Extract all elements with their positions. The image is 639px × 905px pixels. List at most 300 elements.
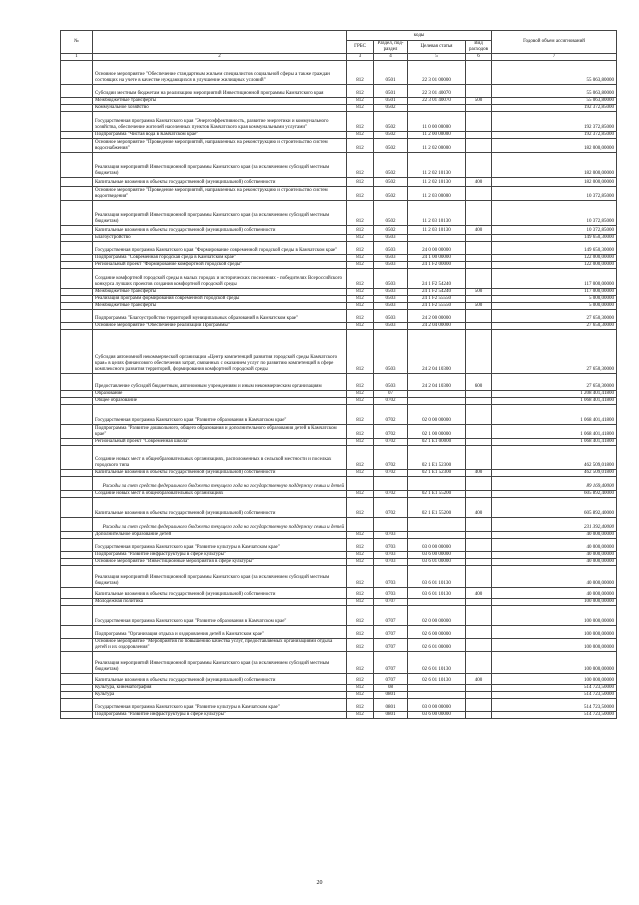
row-name-cell: Капитальные вложения в объекты государственной (муниципальной) собственности [93,674,347,685]
row-num-cell [61,374,93,391]
row-vr-cell [466,652,492,674]
table-row [61,112,617,132]
row-num-cell [61,626,93,639]
row-cs-cell [408,692,466,699]
row-num-cell [61,262,93,269]
row-cs-cell: 24 1 F2 55550 [408,303,466,310]
row-cs-cell [408,391,466,398]
row-razdel-cell: 0503 [374,323,408,330]
row-amount-cell: 231 392,40000 [492,518,617,532]
row-grbs-cell: 812 [347,588,374,599]
row-num-cell [61,470,93,477]
row-num-cell [61,303,93,310]
row-cs-cell: 03 6 00 00000 [408,552,466,559]
row-vr-cell [466,296,492,303]
row-razdel-cell: 07 [374,391,408,398]
row-num-cell [61,692,93,699]
row-cs-cell [408,518,466,532]
row-name-cell: Капитальные вложения в объекты государственной (муниципальной) собственности [93,498,347,518]
row-name-cell: Образование [93,391,347,398]
row-razdel-cell [374,518,408,532]
row-amount-cell: 182 000,00000 [492,178,617,187]
row-razdel-cell: 0501 [374,85,408,98]
table-row [61,323,617,330]
row-num-cell [61,639,93,652]
row-razdel-cell: 0503 [374,269,408,289]
row-razdel-cell: 0703 [374,588,408,599]
row-name-cell: Создание новых мест в общеобразовательных организациях [93,491,347,498]
row-name-cell: Культура [93,692,347,699]
table-row [61,552,617,559]
row-razdel-cell: 0502 [374,132,408,139]
row-grbs-cell: 812 [347,425,374,439]
row-grbs-cell: 812 [347,391,374,398]
row-cs-cell: 22 3 01 40070 [408,85,466,98]
row-amount-cell: 122 000,00000 [492,255,617,262]
row-grbs-cell: 812 [347,491,374,498]
table-row [61,105,617,112]
row-razdel-cell: 0502 [374,187,408,201]
table-row [61,391,617,398]
row-razdel-cell: 0707 [374,652,408,674]
row-vr-cell [466,491,492,498]
row-num-cell [61,477,93,491]
row-razdel-cell: 08 [374,685,408,692]
row-razdel-cell: 0502 [374,153,408,178]
row-amount-cell: 55 063,80000 [492,98,617,105]
row-cs-cell: 11 2 03 10130 [408,201,466,226]
row-amount-cell: 100 000,00000 [492,599,617,606]
row-amount-cell: 182 000,00000 [492,153,617,178]
table-row [61,674,617,685]
row-cs-cell: 02 0 00 00000 [408,405,466,425]
row-name-cell: Государственная программа Камчатского края "Формирование современной городской среды в Камчатском крае" [93,242,347,255]
table-row [61,262,617,269]
row-num-cell [61,685,93,692]
row-name-cell: Субсидии местным бюджетам на реализацию мероприятий Инвестиционной программы Камчатского края [93,85,347,98]
row-grbs-cell: 812 [347,255,374,262]
table-row [61,374,617,391]
row-grbs-cell: 812 [347,289,374,296]
row-name-cell: Субсидия автономной некоммерческой организации «Центр компетенций развития городской среды Камчатского края» в целях финансового обеспечения затрат, связанных с оказанием услуг по развитию компетенций в сфере комплексного развития территорий, формирования комфортной городской среды [93,330,347,374]
row-razdel-cell: 0503 [374,255,408,262]
row-amount-cell: 55 063,80000 [492,85,617,98]
row-razdel-cell: 0503 [374,296,408,303]
row-amount-cell: 514 723,50000 [492,692,617,699]
row-amount-cell: 40 000,00000 [492,532,617,539]
column-index-cell: 5 [408,54,466,61]
row-grbs-cell: 812 [347,178,374,187]
table-row [61,588,617,599]
table-row [61,310,617,323]
table-row [61,132,617,139]
row-grbs-cell: 812 [347,374,374,391]
row-vr-cell: 400 [466,674,492,685]
budget-table-sheet [60,30,616,719]
row-num-cell [61,61,93,85]
table-row [61,532,617,539]
row-vr-cell: 400 [466,470,492,477]
row-vr-cell [466,201,492,226]
column-index-row [61,54,617,61]
row-num-cell [61,532,93,539]
row-razdel-cell: 0503 [374,235,408,242]
row-vr-cell [466,425,492,439]
row-grbs-cell: 812 [347,330,374,374]
row-vr-cell [466,269,492,289]
row-amount-cell: 192 372,85000 [492,112,617,132]
row-amount-cell: 192 372,85000 [492,132,617,139]
table-row [61,330,617,374]
row-vr-cell [466,552,492,559]
row-vr-cell [466,405,492,425]
row-grbs-cell: 812 [347,153,374,178]
row-cs-cell: 02 6 01 10130 [408,674,466,685]
row-cs-cell: 11 2 02 00000 [408,139,466,153]
row-cs-cell [408,477,466,491]
row-cs-cell: 03 0 00 00000 [408,539,466,552]
row-grbs-cell: 812 [347,498,374,518]
row-num-cell [61,518,93,532]
row-amount-cell: 40 000,00000 [492,588,617,599]
row-razdel-cell: 0502 [374,139,408,153]
row-num-cell [61,559,93,566]
row-name-cell: Межбюджетные трансферты [93,98,347,105]
table-row-note [61,518,617,532]
row-grbs-cell: 812 [347,639,374,652]
row-num-cell [61,98,93,105]
row-cs-cell [408,235,466,242]
row-cs-cell: 03 0 00 00000 [408,699,466,712]
row-amount-cell: 117 000,00000 [492,289,617,296]
row-name-cell: Государственная программа Камчатского края "Развитие культуры в Камчатском крае" [93,699,347,712]
row-cs-cell: 24 1 F2 54240 [408,269,466,289]
table-row [61,498,617,518]
row-grbs-cell [347,477,374,491]
row-cs-cell: 02 1 E1 52300 [408,470,466,477]
row-name-cell: Реализация мероприятий Инвестиционной программы Камчатского края (за исключением субсидий местным бюджетам) [93,153,347,178]
row-vr-cell [466,187,492,201]
row-razdel-cell: 0707 [374,599,408,606]
row-amount-cell: 100 000,00000 [492,606,617,626]
row-name-cell: Государственная программа Камчатского края "Развитие образования в Камчатском крае" [93,606,347,626]
row-grbs-cell: 812 [347,699,374,712]
row-name-cell: Капитальные вложения в объекты государственной (муниципальной) собственности [93,226,347,235]
row-razdel-cell: 0707 [374,639,408,652]
row-razdel-cell: 0703 [374,539,408,552]
row-vr-cell [466,105,492,112]
table-row [61,139,617,153]
row-amount-cell: 100 000,00000 [492,626,617,639]
table-row [61,303,617,310]
row-grbs-cell: 812 [347,296,374,303]
row-vr-cell [466,477,492,491]
row-grbs-cell: 812 [347,652,374,674]
row-vr-cell [466,712,492,719]
row-num-cell [61,566,93,588]
row-cs-cell: 03 6 00 00000 [408,712,466,719]
row-vr-cell [466,262,492,269]
row-name-cell: Капитальные вложения в объекты государственной (муниципальной) собственности [93,178,347,187]
row-grbs-cell: 812 [347,269,374,289]
row-vr-cell: 400 [466,226,492,235]
row-razdel-cell: 0503 [374,374,408,391]
row-vr-cell [466,398,492,405]
table-row [61,289,617,296]
row-cs-cell: 03 6 01 10130 [408,588,466,599]
row-cs-cell: 02 6 01 10130 [408,652,466,674]
row-cs-cell: 24 2 04 00000 [408,323,466,330]
header-name [93,31,347,54]
row-num-cell [61,588,93,599]
table-row [61,539,617,552]
row-grbs-cell: 812 [347,112,374,132]
row-amount-cell: 514 723,50000 [492,699,617,712]
row-amount-cell: 10 372,85000 [492,187,617,201]
row-amount-cell: 122 000,00000 [492,262,617,269]
row-grbs-cell: 812 [347,446,374,470]
row-num-cell [61,498,93,518]
row-name-cell: Создание комфортной городской среды в малых городах и исторических поселениях - победителях Всероссийского конкурса лучших проектов создания комфортной городской среды [93,269,347,289]
row-amount-cell: 5 000,00000 [492,303,617,310]
row-vr-cell [466,255,492,262]
table-row [61,153,617,178]
row-amount-cell: 1 068 401,41800 [492,405,617,425]
table-row [61,178,617,187]
row-grbs-cell: 812 [347,439,374,446]
row-cs-cell [408,685,466,692]
row-name-cell: Коммунальное хозяйство [93,105,347,112]
row-name-cell: Подпрограмма "Развитие инфраструктуры в сфере культуры" [93,712,347,719]
row-num-cell [61,398,93,405]
table-row [61,235,617,242]
row-cs-cell: 24 2 04 10300 [408,330,466,374]
table-row [61,699,617,712]
table-row [61,639,617,652]
row-name-cell: Основное мероприятие "Мероприятия по повышению качества услуг, предоставляемых организациями отдыха детей и их оздоровления" [93,639,347,652]
table-row [61,712,617,719]
row-name-cell: Подпрограмма "Благоустройство территорий муниципальных образований в Камчатском крае" [93,310,347,323]
row-grbs-cell: 812 [347,303,374,310]
row-name-cell: Культура, кинематография [93,685,347,692]
table-row [61,491,617,498]
row-grbs-cell: 812 [347,674,374,685]
row-grbs-cell: 812 [347,85,374,98]
row-amount-cell: 1 068 401,41800 [492,439,617,446]
row-razdel-cell: 0702 [374,470,408,477]
row-cs-cell: 11 2 03 10130 [408,226,466,235]
row-name-cell: Подпрограмма "Чистая вода в Камчатском крае" [93,132,347,139]
row-vr-cell: 400 [466,498,492,518]
row-grbs-cell: 812 [347,105,374,112]
row-amount-cell: 1 068 401,41800 [492,398,617,405]
row-grbs-cell: 812 [347,398,374,405]
row-grbs-cell: 812 [347,626,374,639]
row-razdel-cell: 0702 [374,446,408,470]
budget-table [60,30,617,719]
row-razdel-cell: 0503 [374,289,408,296]
row-razdel-cell: 0703 [374,559,408,566]
row-cs-cell [408,532,466,539]
row-razdel-cell: 0707 [374,626,408,639]
table-row [61,652,617,674]
row-amount-cell: 27 650,30000 [492,310,617,323]
row-amount-cell: 40 000,00000 [492,552,617,559]
row-num-cell [61,105,93,112]
row-grbs-cell: 812 [347,405,374,425]
row-name-cell: Подпрограмма "Развитие инфраструктуры в сфере культуры" [93,552,347,559]
row-amount-cell: 5 000,00000 [492,296,617,303]
row-vr-cell [466,446,492,470]
row-name-cell: Дополнительное образование детей [93,532,347,539]
row-grbs-cell: 812 [347,532,374,539]
row-vr-cell [466,153,492,178]
row-vr-cell [466,235,492,242]
row-cs-cell: 24 1 F2 00000 [408,262,466,269]
row-num-cell [61,269,93,289]
table-row [61,85,617,98]
row-amount-cell: 514 723,50000 [492,712,617,719]
row-grbs-cell: 812 [347,201,374,226]
table-row [61,685,617,692]
row-cs-cell: 11 2 02 10130 [408,178,466,187]
row-name-cell: Капитальные вложения в объекты государственной (муниципальной) собственности [93,470,347,477]
column-index-cell: 4 [374,54,408,61]
row-amount-cell: 27 650,30000 [492,330,617,374]
column-index-cell: 7 [492,54,617,61]
row-grbs-cell: 812 [347,226,374,235]
row-name-cell: Расходы за счет средств федерального бюджета текущего года на государственную поддержку семьи и детей [93,477,347,491]
row-cs-cell [408,105,466,112]
row-num-cell [61,599,93,606]
table-row [61,559,617,566]
row-num-cell [61,439,93,446]
row-cs-cell: 02 1 E1 55200 [408,491,466,498]
row-num-cell [61,226,93,235]
row-num-cell [61,153,93,178]
row-vr-cell [466,639,492,652]
row-vr-cell [466,518,492,532]
row-num-cell [61,187,93,201]
row-cs-cell: 11 2 00 00000 [408,132,466,139]
row-num-cell [61,391,93,398]
row-razdel-cell: 0801 [374,712,408,719]
row-vr-cell [466,85,492,98]
row-grbs-cell: 812 [347,685,374,692]
row-cs-cell: 03 6 01 00000 [408,559,466,566]
row-cs-cell [408,599,466,606]
table-row [61,566,617,588]
row-cs-cell: 24 0 00 00000 [408,242,466,255]
row-vr-cell [466,566,492,588]
row-name-cell: Региональный проект "Современная школа" [93,439,347,446]
row-cs-cell: 02 1 00 00000 [408,425,466,439]
table-row [61,626,617,639]
row-razdel-cell: 0702 [374,405,408,425]
table-row [61,599,617,606]
table-row [61,187,617,201]
row-num-cell [61,132,93,139]
row-num-cell [61,85,93,98]
row-amount-cell: 100 000,00000 [492,674,617,685]
row-vr-cell [466,330,492,374]
table-row [61,242,617,255]
row-razdel-cell: 0707 [374,674,408,685]
row-grbs-cell: 812 [347,139,374,153]
row-cs-cell: 22 3 01 40070 [408,98,466,105]
table-row [61,255,617,262]
table-row [61,226,617,235]
row-vr-cell [466,242,492,255]
row-razdel-cell: 0503 [374,303,408,310]
row-num-cell [61,235,93,242]
row-cs-cell: 24 2 00 00000 [408,310,466,323]
row-amount-cell: 605 892,40000 [492,498,617,518]
row-razdel-cell: 0502 [374,178,408,187]
row-amount-cell: 117 000,00000 [492,269,617,289]
row-name-cell: Основное мероприятие "Проведение мероприятий, направленных на реконструкцию и строительство систем водоотведения" [93,187,347,201]
row-grbs-cell: 812 [347,323,374,330]
table-row [61,405,617,425]
row-grbs-cell: 812 [347,712,374,719]
row-cs-cell: 11 2 03 00000 [408,187,466,201]
table-row [61,439,617,446]
row-name-cell: Межбюджетные трансферты [93,303,347,310]
row-grbs-cell: 812 [347,235,374,242]
row-cs-cell: 24 1 00 00000 [408,255,466,262]
row-name-cell: Реализация мероприятий Инвестиционной программы Камчатского края (за исключением субсидий местным бюджетам) [93,652,347,674]
row-amount-cell: 605 892,40000 [492,491,617,498]
header-amount: Годовой объем ассигнований [492,31,617,54]
row-grbs-cell [347,518,374,532]
row-razdel-cell: 0707 [374,606,408,626]
row-amount-cell: 514 723,50000 [492,685,617,692]
row-num-cell [61,491,93,498]
row-num-cell [61,652,93,674]
row-num-cell [61,201,93,226]
table-row [61,269,617,289]
table-row [61,446,617,470]
row-razdel-cell: 0503 [374,330,408,374]
page-number: 20 [316,880,323,886]
row-amount-cell: 40 000,00000 [492,559,617,566]
row-cs-cell: 11 2 02 10130 [408,153,466,178]
column-index-cell: 6 [466,54,492,61]
row-grbs-cell: 812 [347,566,374,588]
row-vr-cell: 500 [466,98,492,105]
row-vr-cell [466,112,492,132]
row-name-cell: Реализация мероприятий Инвестиционной программы Камчатского края (за исключением субсидий местным бюджетам) [93,201,347,226]
header-num: № [61,31,93,54]
row-cs-cell [408,398,466,405]
table-row [61,606,617,626]
row-vr-cell [466,391,492,398]
row-name-cell: Государственная программа Камчатского края "Развитие образования в Камчатском крае" [93,405,347,425]
row-name-cell: Основное мероприятие "Проведение мероприятий, направленных на реконструкцию и строительство систем водоснабжения" [93,139,347,153]
header-codes: коды [347,31,492,41]
table-row [61,470,617,477]
row-name-cell: Предоставление субсидий бюджетным, автономным учреждениям и иным некоммерческим организациям [93,374,347,391]
row-num-cell [61,255,93,262]
table-row [61,398,617,405]
row-num-cell [61,552,93,559]
row-amount-cell: 27 650,30000 [492,374,617,391]
row-razdel-cell: 0703 [374,532,408,539]
row-grbs-cell: 812 [347,61,374,85]
row-razdel-cell: 0502 [374,201,408,226]
row-grbs-cell: 812 [347,599,374,606]
row-num-cell [61,405,93,425]
